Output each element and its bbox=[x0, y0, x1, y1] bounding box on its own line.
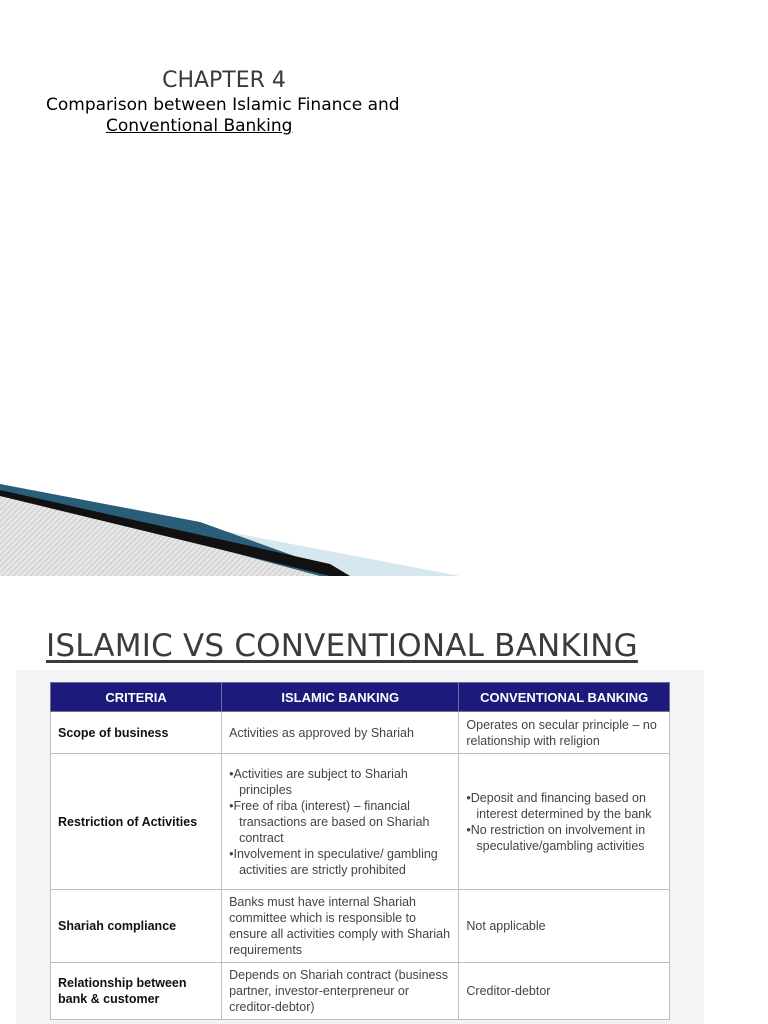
criteria-cell: Restriction of Activities bbox=[51, 754, 222, 890]
cell-text: Creditor-debtor bbox=[466, 984, 551, 998]
bullet-item: •Free of riba (interest) – financial transactions are based on Shariah contract bbox=[229, 798, 430, 845]
decorative-swoosh bbox=[0, 470, 460, 576]
cell-text: Depends on Shariah contract (business partner, investor-enterpreneur or creditor-debtor) bbox=[229, 968, 448, 1014]
islamic-cell bbox=[222, 754, 459, 890]
chapter-subtitle-line1: Comparison between Islamic Finance and bbox=[46, 95, 400, 115]
header-conventional: CONVENTIONAL BANKING bbox=[459, 683, 670, 712]
conventional-cell bbox=[459, 712, 670, 754]
header-criteria: CRITERIA bbox=[51, 683, 222, 712]
bullet-item: •Deposit and financing based on interest determined by the bank bbox=[466, 790, 652, 821]
table-row bbox=[51, 712, 670, 754]
table-background bbox=[16, 670, 704, 1024]
chapter-subtitle-line2: Conventional Banking bbox=[106, 116, 293, 136]
bullet-item: •Involvement in speculative/ gambling activities are strictly prohibited bbox=[229, 846, 438, 877]
cell-text: Not applicable bbox=[466, 919, 546, 933]
conventional-cell bbox=[459, 963, 670, 1020]
comparison-table bbox=[50, 682, 670, 1020]
bullet-item: •No restriction on involvement in speculative/gambling activities bbox=[466, 822, 646, 853]
islamic-cell bbox=[222, 712, 459, 754]
cell-text: Banks must have internal Shariah committee which is responsible to ensure all activities comply with Shariah requirements bbox=[229, 895, 451, 957]
slide-gap bbox=[0, 576, 768, 590]
table-row bbox=[51, 890, 670, 963]
islamic-cell bbox=[222, 963, 459, 1020]
islamic-cell bbox=[222, 890, 459, 963]
criteria-cell: Relationship between bank & customer bbox=[51, 963, 222, 1020]
table-row bbox=[51, 754, 670, 890]
table-row bbox=[51, 963, 670, 1020]
cell-text: Activities as approved by Shariah bbox=[229, 725, 414, 740]
slide-title: ISLAMIC VS CONVENTIONAL BANKING bbox=[46, 628, 638, 664]
header-islamic: ISLAMIC BANKING bbox=[222, 683, 459, 712]
conventional-cell bbox=[459, 890, 670, 963]
criteria-cell: Shariah compliance bbox=[51, 890, 222, 963]
criteria-cell: Scope of business bbox=[51, 712, 222, 754]
conventional-cell bbox=[459, 754, 670, 890]
bullet-item: •Activities are subject to Shariah principles bbox=[229, 766, 408, 797]
comparison-slide bbox=[0, 590, 768, 1024]
table-header-row bbox=[51, 683, 670, 712]
chapter-heading: CHAPTER 4 bbox=[162, 68, 286, 93]
cell-text: Operates on secular principle – no relationship with religion bbox=[466, 717, 657, 748]
